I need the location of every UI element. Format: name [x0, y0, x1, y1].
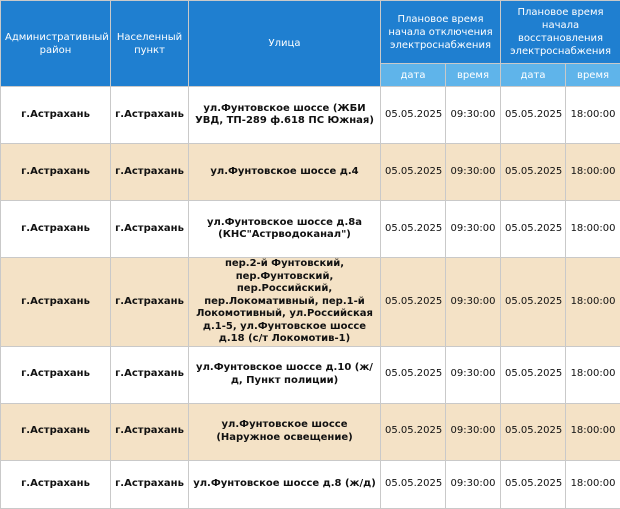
cell-outage-time: 09:30:00 [446, 87, 501, 144]
cell-street: ул.Фунтовское шоссе д.8 (ж/д) [189, 460, 381, 508]
cell-settlement: г.Астрахань [111, 87, 189, 144]
cell-outage-date: 05.05.2025 [381, 87, 446, 144]
cell-settlement: г.Астрахань [111, 460, 189, 508]
cell-restore-time: 18:00:00 [566, 346, 620, 403]
cell-outage-time: 09:30:00 [446, 144, 501, 201]
subheader-outage-date: дата [381, 64, 446, 87]
cell-restore-date: 05.05.2025 [501, 87, 566, 144]
cell-restore-time: 18:00:00 [566, 144, 620, 201]
cell-settlement: г.Астрахань [111, 144, 189, 201]
header-outage-start: Плановое время начала отключения электроснабжения [381, 1, 501, 64]
cell-outage-date: 05.05.2025 [381, 258, 446, 347]
header-street: Улица [189, 1, 381, 87]
cell-settlement: г.Астрахань [111, 346, 189, 403]
cell-street: ул.Фунтовское шоссе (Наружное освещение) [189, 403, 381, 460]
cell-outage-time: 09:30:00 [446, 201, 501, 258]
header-settlement: Населенный пункт [111, 1, 189, 87]
cell-outage-date: 05.05.2025 [381, 144, 446, 201]
header-district: Административный район [1, 1, 111, 87]
cell-district: г.Астрахань [1, 201, 111, 258]
cell-street: ул.Фунтовское шоссе (ЖБИ УВД, ТП-289 ф.618 ПС Южная) [189, 87, 381, 144]
cell-district: г.Астрахань [1, 460, 111, 508]
cell-district: г.Астрахань [1, 87, 111, 144]
cell-restore-time: 18:00:00 [566, 87, 620, 144]
cell-district: г.Астрахань [1, 258, 111, 347]
cell-settlement: г.Астрахань [111, 201, 189, 258]
table-row [1, 201, 620, 258]
cell-street: ул.Фунтовское шоссе д.8а (КНС"Астрводоканал") [189, 201, 381, 258]
cell-restore-time: 18:00:00 [566, 403, 620, 460]
cell-outage-time: 09:30:00 [446, 403, 501, 460]
header-restore-start: Плановое время начала восстановления электроснабжения [501, 1, 620, 64]
cell-outage-date: 05.05.2025 [381, 201, 446, 258]
cell-outage-time: 09:30:00 [446, 460, 501, 508]
cell-restore-date: 05.05.2025 [501, 258, 566, 347]
cell-restore-time: 18:00:00 [566, 201, 620, 258]
table-row [1, 346, 620, 403]
subheader-outage-time: время [446, 64, 501, 87]
cell-street: ул.Фунтовское шоссе д.4 [189, 144, 381, 201]
cell-restore-date: 05.05.2025 [501, 144, 566, 201]
cell-restore-time: 18:00:00 [566, 258, 620, 347]
table-row [1, 258, 620, 347]
cell-restore-date: 05.05.2025 [501, 201, 566, 258]
cell-restore-time: 18:00:00 [566, 460, 620, 508]
subheader-restore-date: дата [501, 64, 566, 87]
cell-district: г.Астрахань [1, 403, 111, 460]
cell-outage-date: 05.05.2025 [381, 346, 446, 403]
table-row [1, 144, 620, 201]
cell-outage-time: 09:30:00 [446, 258, 501, 347]
cell-settlement: г.Астрахань [111, 258, 189, 347]
cell-street: пер.2-й Фунтовский, пер.Фунтовский, пер.Российский, пер.Локомативный, пер.1-й Локомотивный, ул.Российская д.1-5, ул.Фунтовское шоссе д.18 (с/т Локомотив-1) [189, 258, 381, 347]
cell-restore-date: 05.05.2025 [501, 346, 566, 403]
cell-street: ул.Фунтовское шоссе д.10 (ж/д, Пункт полиции) [189, 346, 381, 403]
table-row [1, 87, 620, 144]
cell-outage-date: 05.05.2025 [381, 403, 446, 460]
subheader-restore-time: время [566, 64, 620, 87]
cell-outage-time: 09:30:00 [446, 346, 501, 403]
cell-district: г.Астрахань [1, 144, 111, 201]
table-row [1, 403, 620, 460]
cell-district: г.Астрахань [1, 346, 111, 403]
cell-restore-date: 05.05.2025 [501, 460, 566, 508]
cell-outage-date: 05.05.2025 [381, 460, 446, 508]
header-row [1, 1, 620, 64]
cell-settlement: г.Астрахань [111, 403, 189, 460]
cell-restore-date: 05.05.2025 [501, 403, 566, 460]
